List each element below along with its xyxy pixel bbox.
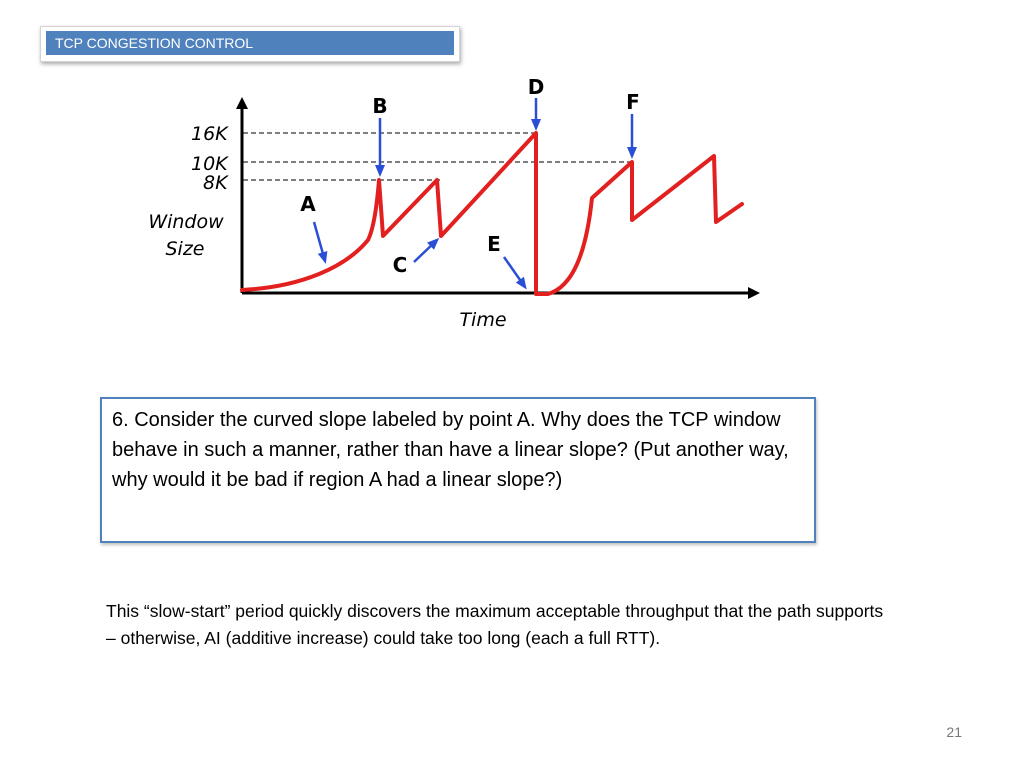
arrow-a: [314, 222, 325, 261]
guide-lines: [243, 133, 632, 180]
point-label-c: C: [392, 253, 408, 277]
point-label-b: B: [372, 94, 388, 118]
y-tick-10k: 10K: [191, 153, 228, 175]
arrow-e: [504, 257, 525, 287]
question-text: 6. Consider the curved slope labeled by point A. Why does the TCP window behave in such a manner, rather than have a linear slope? (Put another way, why would it be bad if region A had a linear slope?): [112, 409, 789, 491]
answer-text: This “slow-start” period quickly discovers the maximum acceptable throughput that the path supports – otherwise, AI (additive increase) could take too long (each a full RTT).: [106, 601, 884, 648]
y-tick-16k: 16K: [191, 123, 228, 145]
page-number: 21: [946, 724, 962, 740]
annotation-arrows: [314, 98, 632, 287]
question-box: [100, 397, 816, 543]
y-axis-label-window: Window: [148, 211, 224, 233]
arrow-c: [414, 240, 437, 262]
point-label-f: F: [626, 90, 640, 114]
y-axis-label-size: Size: [165, 238, 205, 260]
window-size-curve: [242, 133, 742, 294]
point-label-e: E: [487, 232, 501, 256]
x-axis-label-time: Time: [459, 309, 507, 331]
point-label-d: D: [527, 75, 545, 99]
slide-title: TCP CONGESTION CONTROL: [46, 31, 454, 55]
point-label-a: A: [300, 192, 316, 216]
y-tick-8k: 8K: [203, 172, 228, 194]
